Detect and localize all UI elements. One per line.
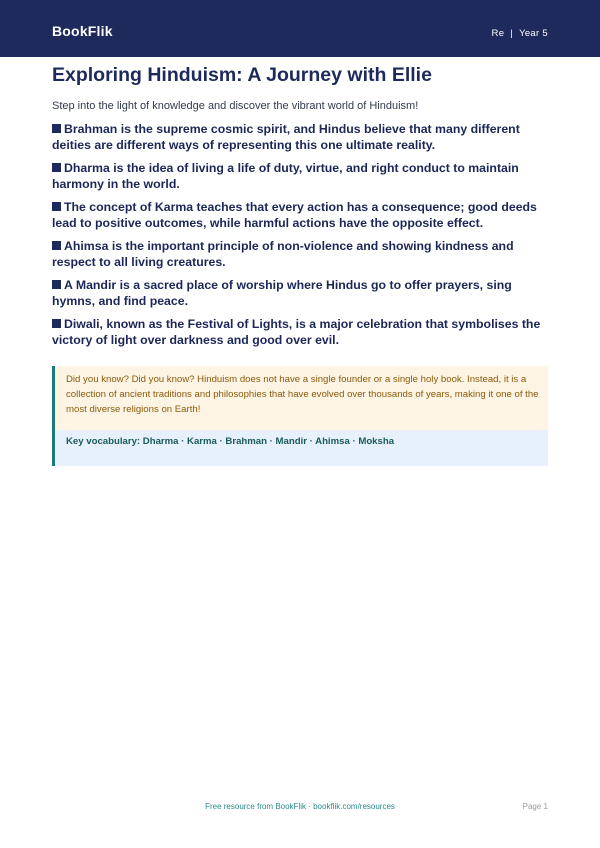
square-bullet-icon — [52, 124, 61, 133]
key-point-text: The concept of Karma teaches that every action has a consequence; good deeds lead to positive outcomes, while harmful actions have the opposite effect. — [52, 200, 537, 230]
brand-logo-text[interactable]: BookFlik — [52, 23, 113, 39]
intro-text: Step into the light of knowledge and discover the vibrant world of Hinduism! — [52, 100, 419, 112]
square-bullet-icon — [52, 280, 61, 289]
square-bullet-icon — [52, 241, 61, 250]
key-point-karma — [52, 199, 548, 231]
page-header — [0, 0, 600, 57]
info-callout — [52, 366, 548, 466]
key-point-text: A Mandir is a sacred place of worship where Hindus go to offer prayers, sing hymns, and find peace. — [52, 278, 512, 308]
key-point-text: Brahman is the supreme cosmic spirit, and Hindus believe that many different deities are different ways of representing this one ultimate reality. — [52, 122, 520, 152]
key-point-brahman — [52, 121, 548, 153]
subject-label: Re — [491, 28, 505, 39]
key-point-text: Ahimsa is the important principle of non-violence and showing kindness and respect to all living creatures. — [52, 239, 514, 269]
year-label: Year 5 — [519, 28, 548, 39]
key-point-text: Diwali, known as the Festival of Lights, is a major celebration that symbolises the victory of light over darkness and good over evil. — [52, 317, 541, 347]
square-bullet-icon — [52, 202, 61, 211]
page-title: Exploring Hinduism: A Journey with Ellie — [52, 64, 432, 86]
page-number: Page 1 — [522, 802, 548, 811]
key-point-mandir — [52, 277, 548, 309]
did-you-know-box: Did you know? Did you know? Hinduism does not have a single founder or a single holy book. Instead, it is a collection of ancient traditions and philosophies that have evolved over thousands of years, making it one of the most diverse religions on Earth! — [55, 366, 548, 430]
footer-link[interactable]: Free resource from BookFlik · bookflik.com/resources — [205, 802, 395, 811]
square-bullet-icon — [52, 163, 61, 172]
key-point-ahimsa — [52, 238, 548, 270]
key-vocabulary-box: Key vocabulary: Dharma · Karma · Brahman · Mandir · Ahimsa · Moksha — [55, 430, 548, 466]
key-point-diwali — [52, 316, 548, 348]
key-point-dharma — [52, 160, 548, 192]
key-point-text: Dharma is the idea of living a life of duty, virtue, and right conduct to maintain harmony in the world. — [52, 161, 519, 191]
meta-separator: | — [510, 28, 514, 39]
key-points-list — [52, 121, 548, 355]
square-bullet-icon — [52, 319, 61, 328]
header-meta — [492, 28, 548, 39]
